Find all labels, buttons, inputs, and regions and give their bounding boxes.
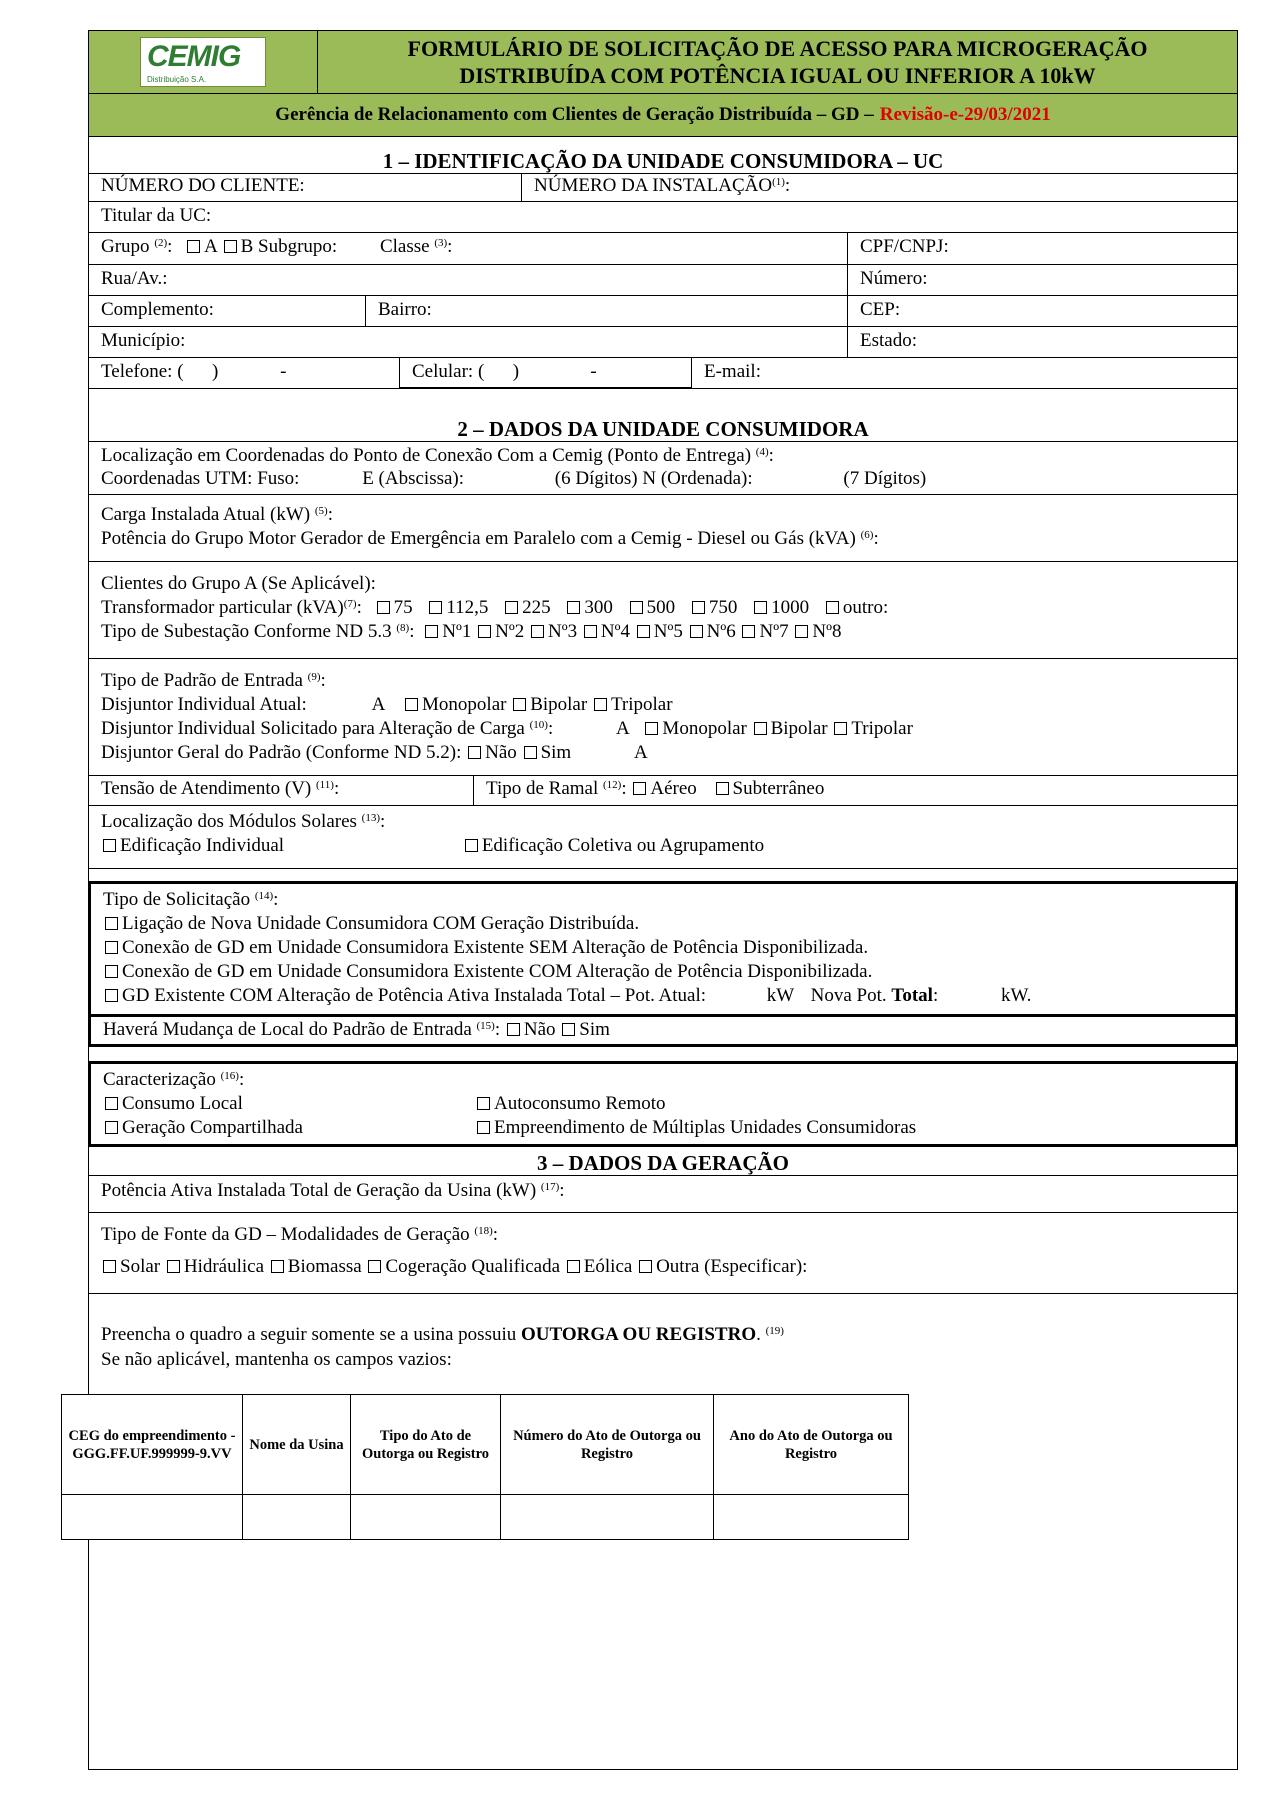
installation-number-field[interactable] xyxy=(521,174,1237,201)
northing-field[interactable]: (6 Dígitos) N (Ordenada): xyxy=(554,468,753,489)
plant-name-input-cell[interactable] xyxy=(243,1495,351,1540)
substation-2-label: Nº2 xyxy=(495,621,525,642)
substation-6-checkbox[interactable] xyxy=(690,625,703,638)
main-breaker-label: Disjuntor Geral do Padrão (Conforme ND 5.2): xyxy=(101,742,462,763)
transformer-colon: : xyxy=(356,597,362,618)
main-breaker-no-checkbox[interactable] xyxy=(468,746,481,759)
gd-power-change-label: GD Existente COM Alteração de Potência Ativa Instalada Total – Pot. Atual: xyxy=(122,985,707,1006)
shared-generation-label: Geração Compartilhada xyxy=(122,1117,303,1138)
section-3-title: 3 – DADOS DA GERAÇÃO xyxy=(89,1147,1237,1176)
group-a-block xyxy=(89,562,1237,659)
substation-8-label: Nº8 xyxy=(812,621,842,642)
gd-without-change-checkbox[interactable] xyxy=(105,941,118,954)
row-group xyxy=(89,233,1237,265)
main-breaker-no-label: Não xyxy=(485,742,517,763)
relocation-yes-checkbox[interactable] xyxy=(562,1023,575,1036)
neighborhood-field[interactable]: Bairro: xyxy=(365,296,847,326)
city-field[interactable]: Município: xyxy=(101,330,186,351)
footnote-3: (3) xyxy=(434,237,448,249)
footnote-16: (16) xyxy=(220,1070,239,1082)
generation-power-colon: : xyxy=(559,1180,565,1201)
requested-tripolar-checkbox[interactable] xyxy=(834,722,847,735)
installation-number-colon: : xyxy=(784,175,791,196)
current-tripolar-checkbox[interactable] xyxy=(594,698,607,711)
solar-checkbox[interactable] xyxy=(103,1260,116,1273)
transformer-300-checkbox[interactable] xyxy=(567,601,580,614)
number-field[interactable]: Número: xyxy=(847,265,1237,295)
grant-year-input-cell[interactable] xyxy=(714,1495,909,1540)
footnote-17: (17) xyxy=(540,1181,560,1193)
current-bipolar-label: Bipolar xyxy=(530,694,588,715)
transformer-750-label: 750 xyxy=(708,597,738,618)
state-field[interactable]: Estado: xyxy=(847,327,1237,357)
substation-colon: : xyxy=(409,621,415,642)
class-label: Classe xyxy=(379,236,430,257)
grant-table-header xyxy=(62,1395,909,1495)
requested-breaker-amp: A xyxy=(615,718,629,739)
transformer-112-label: 112,5 xyxy=(446,597,489,618)
transformer-500-label: 500 xyxy=(646,597,676,618)
ceg-input-cell[interactable] xyxy=(62,1495,243,1540)
logo-text: CEMIG xyxy=(147,40,241,73)
hydraulic-label: Hidráulica xyxy=(183,1256,265,1277)
row-street xyxy=(89,265,1237,296)
remote-selfconsumption-checkbox[interactable] xyxy=(477,1097,490,1110)
new-connection-checkbox[interactable] xyxy=(105,917,118,930)
local-consumption-checkbox[interactable] xyxy=(105,1097,118,1110)
biomass-label: Biomassa xyxy=(287,1256,362,1277)
requested-monopolar-label: Monopolar xyxy=(662,718,747,739)
grant-table xyxy=(61,1394,909,1540)
spacer-2 xyxy=(89,1047,1237,1061)
footnote-12: (12) xyxy=(603,779,622,791)
substation-8-checkbox[interactable] xyxy=(795,625,808,638)
source-type-label: Tipo de Fonte da GD – Modalidades de Geração xyxy=(101,1224,470,1245)
individual-building-checkbox[interactable] xyxy=(103,839,116,852)
substation-2-checkbox[interactable] xyxy=(478,625,491,638)
utm-zone-field[interactable]: Coordenadas UTM: Fuso: xyxy=(101,468,300,489)
group-b-label: B Subgrupo: xyxy=(240,236,338,257)
complement-field[interactable]: Complemento: xyxy=(101,299,214,320)
coordinates-colon: : xyxy=(768,445,774,466)
transformer-750-checkbox[interactable] xyxy=(692,601,705,614)
substation-6-label: Nº6 xyxy=(706,621,736,642)
new-power-unit: kW. xyxy=(1000,985,1032,1006)
source-type-colon: : xyxy=(492,1224,499,1245)
footnote-14: (14) xyxy=(254,890,274,902)
transformer-500-checkbox[interactable] xyxy=(630,601,643,614)
footnote-6: (6) xyxy=(860,529,874,541)
cpf-cnpj-field[interactable]: CPF/CNPJ: xyxy=(847,233,1237,264)
collective-building-checkbox[interactable] xyxy=(465,839,478,852)
new-power-label: Nova Pot. xyxy=(810,985,887,1006)
subheader-text: Gerência de Relacionamento com Clientes de Geração Distribuída – GD – xyxy=(275,104,874,125)
solar-modules-label: Localização dos Módulos Solares xyxy=(101,811,357,832)
header-plant-name: Nome da Usina xyxy=(243,1395,351,1495)
footnote-10: (10) xyxy=(529,719,548,731)
current-monopolar-checkbox[interactable] xyxy=(405,698,418,711)
easting-field[interactable]: E (Abscissa): xyxy=(362,468,465,489)
footnote-9: (9) xyxy=(307,671,321,683)
wind-checkbox[interactable] xyxy=(567,1260,580,1273)
branch-type-label: Tipo de Ramal xyxy=(486,778,599,799)
subheader xyxy=(89,94,1237,137)
footnote-18: (18) xyxy=(474,1225,493,1237)
entry-pattern-block xyxy=(89,659,1237,776)
entry-relocation-block xyxy=(91,1017,1235,1044)
gd-power-change-checkbox[interactable] xyxy=(105,989,118,1002)
transformer-112-checkbox[interactable] xyxy=(429,601,442,614)
transformer-300-label: 300 xyxy=(584,597,613,618)
client-number-field[interactable]: NÚMERO DO CLIENTE: xyxy=(101,175,305,196)
spacer-1 xyxy=(89,869,1237,881)
branch-type-colon: : xyxy=(621,778,627,799)
class-colon: : xyxy=(447,236,453,257)
current-tripolar-label: Tripolar xyxy=(610,694,673,715)
requested-bipolar-checkbox[interactable] xyxy=(754,722,767,735)
installed-load-field[interactable]: Carga Instalada Atual (kW) xyxy=(101,504,311,525)
row-client-numbers xyxy=(89,174,1237,202)
generation-power-block xyxy=(89,1176,1237,1213)
relocation-no-checkbox[interactable] xyxy=(507,1023,520,1036)
grant-note-line-2: Se não aplicável, mantenha os campos vazios: xyxy=(101,1349,452,1370)
request-type-label: Tipo de Solicitação xyxy=(103,889,251,910)
grant-note-text: Preencha o quadro a seguir somente se a usina possuiu xyxy=(101,1324,517,1345)
substation-7-label: Nº7 xyxy=(759,621,789,642)
requested-bipolar-label: Bipolar xyxy=(770,718,828,739)
form-header xyxy=(89,31,1237,94)
substation-4-label: Nº4 xyxy=(600,621,630,642)
characterization-box xyxy=(88,1061,1238,1147)
gd-without-change-label: Conexão de GD em Unidade Consumidora Existente SEM Alteração de Potência Disponibilizada. xyxy=(122,937,869,958)
generator-power-field[interactable]: Potência do Grupo Motor Gerador de Emergência em Paralelo com a Cemig - Diesel ou Gás (kVA) xyxy=(101,528,856,549)
request-type-box xyxy=(88,881,1238,1047)
relocation-yes-label: Sim xyxy=(579,1019,610,1040)
entry-pattern-colon: : xyxy=(320,670,326,691)
footnote-19: (19) xyxy=(765,1325,784,1337)
substation-7-checkbox[interactable] xyxy=(742,625,755,638)
cep-field[interactable]: CEP: xyxy=(847,296,1237,326)
request-type-colon: : xyxy=(273,889,279,910)
cemig-logo xyxy=(140,37,266,87)
main-breaker-yes-checkbox[interactable] xyxy=(524,746,537,759)
phone-field[interactable]: Telefone: ( ) - xyxy=(101,361,287,382)
aerial-checkbox[interactable] xyxy=(633,782,646,795)
entry-pattern-label: Tipo de Padrão de Entrada xyxy=(101,670,303,691)
transformer-75-checkbox[interactable] xyxy=(377,601,390,614)
substation-5-checkbox[interactable] xyxy=(637,625,650,638)
substation-5-label: Nº5 xyxy=(653,621,683,642)
voltage-colon: : xyxy=(333,778,340,799)
installation-number-label: NÚMERO DA INSTALAÇÃO xyxy=(534,175,773,196)
form-title xyxy=(318,31,1237,93)
current-monopolar-label: Monopolar xyxy=(422,694,507,715)
individual-building-label: Edificação Individual xyxy=(120,835,285,856)
transformer-75-label: 75 xyxy=(393,597,413,618)
current-power-unit: kW xyxy=(766,985,794,1006)
section-2-title: 2 – DADOS DA UNIDADE CONSUMIDORA xyxy=(89,388,1237,442)
transformer-label: Transformador particular (kVA) xyxy=(101,597,344,618)
footnote-7: (7) xyxy=(343,598,357,610)
uc-holder-field[interactable]: Titular da UC: xyxy=(101,205,212,226)
coordinates-label: Localização em Coordenadas do Ponto de Conexão Com a Cemig (Ponto de Entrega) xyxy=(101,445,752,466)
collective-building-label: Edificação Coletiva ou Agrupamento xyxy=(481,835,765,856)
characterization-label: Caracterização xyxy=(103,1069,216,1090)
footnote-13: (13) xyxy=(361,812,380,824)
multiple-units-label: Empreendimento de Múltiplas Unidades Consumidoras xyxy=(494,1117,917,1138)
cogeneration-checkbox[interactable] xyxy=(368,1260,381,1273)
group-label: Grupo xyxy=(101,236,150,257)
relocation-no-label: Não xyxy=(523,1019,556,1040)
requested-breaker-label: Disjuntor Individual Solicitado para Alteração de Carga xyxy=(101,718,525,739)
header-grant-number: Número do Ato de Outorga ou Registro xyxy=(501,1395,714,1495)
transformer-1000-label: 1000 xyxy=(771,597,810,618)
group-a-checkbox[interactable] xyxy=(187,240,200,253)
solar-label: Solar xyxy=(120,1256,161,1277)
footnote-2: (2) xyxy=(154,237,168,249)
voltage-label: Tensão de Atendimento (V) xyxy=(101,778,312,799)
aerial-label: Aéreo xyxy=(650,778,697,799)
group-class-field xyxy=(89,233,847,264)
row-holder xyxy=(89,202,1237,233)
other-source-checkbox[interactable] xyxy=(639,1260,652,1273)
grant-table-row xyxy=(62,1495,909,1540)
substation-1-label: Nº1 xyxy=(442,621,472,642)
entry-relocation-label: Haverá Mudança de Local do Padrão de Entrada xyxy=(103,1019,472,1040)
group-b-checkbox[interactable] xyxy=(224,240,237,253)
group-colon: : xyxy=(167,236,173,257)
street-field[interactable]: Rua/Av.: xyxy=(101,268,168,289)
group-a-clients-label: Clientes do Grupo A (Se Aplicável): xyxy=(101,573,376,594)
grant-type-input-cell[interactable] xyxy=(351,1495,501,1540)
logo-cell xyxy=(89,31,318,93)
underground-checkbox[interactable] xyxy=(716,782,729,795)
seven-digits-label: (7 Dígitos) xyxy=(843,468,927,489)
shared-generation-checkbox[interactable] xyxy=(105,1121,118,1134)
grant-note-dot: . xyxy=(756,1324,761,1345)
requested-tripolar-label: Tripolar xyxy=(851,718,913,739)
title-line-2: DISTRIBUÍDA COM POTÊNCIA IGUAL OU INFERIOR A 10kW xyxy=(459,63,1096,88)
remote-selfconsumption-label: Autoconsumo Remoto xyxy=(494,1093,666,1114)
substation-3-checkbox[interactable] xyxy=(531,625,544,638)
characterization-colon: : xyxy=(238,1069,245,1090)
footnote-8: (8) xyxy=(396,622,410,634)
branch-type-field xyxy=(473,776,1237,805)
cogeneration-label: Cogeração Qualificada xyxy=(385,1256,561,1277)
current-breaker-amp: A xyxy=(371,694,385,715)
substation-1-checkbox[interactable] xyxy=(425,625,438,638)
grant-note-bold: OUTORGA OU REGISTRO xyxy=(521,1324,757,1345)
email-field[interactable]: E-mail: xyxy=(691,358,1237,388)
solar-modules-block xyxy=(89,806,1237,869)
grant-note xyxy=(89,1294,1237,1372)
hydraulic-checkbox[interactable] xyxy=(167,1260,180,1273)
row-voltage xyxy=(89,776,1237,806)
substation-4-checkbox[interactable] xyxy=(584,625,597,638)
source-type-block xyxy=(89,1213,1237,1294)
new-connection-label: Ligação de Nova Unidade Consumidora COM Geração Distribuída. xyxy=(122,913,640,934)
current-breaker-label: Disjuntor Individual Atual: xyxy=(101,694,307,715)
header-grant-year: Ano do Ato de Outorga ou Registro xyxy=(714,1395,909,1495)
group-a-label: A xyxy=(204,236,217,257)
footnote-1: (1) xyxy=(772,176,785,188)
other-source-label: Outra (Especificar): xyxy=(656,1256,808,1277)
new-power-total-label: Total xyxy=(891,985,933,1006)
transformer-other-label: outro: xyxy=(842,597,889,618)
new-power-colon: : xyxy=(932,985,939,1006)
voltage-field[interactable] xyxy=(89,776,473,805)
request-type-block xyxy=(91,884,1235,1017)
solar-modules-colon: : xyxy=(379,811,386,832)
transformer-other-checkbox[interactable] xyxy=(826,601,839,614)
main-breaker-yes-label: Sim xyxy=(540,742,572,763)
requested-breaker-colon: : xyxy=(547,718,554,739)
installed-load-colon: : xyxy=(327,504,333,525)
gd-with-change-label: Conexão de GD em Unidade Consumidora Existente COM Alteração de Potência Disponibilizada. xyxy=(122,961,873,982)
underground-label: Subterrâneo xyxy=(732,778,825,799)
header-ceg: CEG do empreendimento - GGG.FF.UF.999999-9.VV xyxy=(62,1395,243,1495)
requested-monopolar-checkbox[interactable] xyxy=(645,722,658,735)
local-consumption-label: Consumo Local xyxy=(122,1093,243,1114)
row-contact xyxy=(89,358,1237,388)
substation-label: Tipo de Subestação Conforme ND 5.3 xyxy=(101,621,392,642)
revision-label: Revisão-e-29/03/2021 xyxy=(879,104,1051,125)
title-line-1: FORMULÁRIO DE SOLICITAÇÃO DE ACESSO PARA MICROGERAÇÃO xyxy=(407,36,1148,61)
row-city xyxy=(89,327,1237,358)
coordinates-block xyxy=(89,442,1237,495)
footnote-5: (5) xyxy=(314,505,328,517)
section-1-title: 1 – IDENTIFICAÇÃO DA UNIDADE CONSUMIDORA – UC xyxy=(89,137,1237,174)
generation-power-field[interactable]: Potência Ativa Instalada Total de Geração da Usina (kW) xyxy=(101,1180,537,1201)
header-grant-type: Tipo do Ato de Outorga ou Registro xyxy=(351,1395,501,1495)
gd-with-change-checkbox[interactable] xyxy=(105,965,118,978)
grant-number-input-cell[interactable] xyxy=(501,1495,714,1540)
multiple-units-checkbox[interactable] xyxy=(477,1121,490,1134)
mobile-field[interactable]: Celular: ( ) - xyxy=(399,358,691,388)
generator-power-colon: : xyxy=(873,528,879,549)
current-bipolar-checkbox[interactable] xyxy=(513,698,526,711)
entry-relocation-colon: : xyxy=(494,1019,501,1040)
footnote-11: (11) xyxy=(316,779,334,791)
transformer-225-checkbox[interactable] xyxy=(505,601,518,614)
substation-3-label: Nº3 xyxy=(547,621,578,642)
load-block xyxy=(89,495,1237,562)
footnote-4: (4) xyxy=(755,446,769,458)
wind-label: Eólica xyxy=(583,1256,633,1277)
transformer-1000-checkbox[interactable] xyxy=(754,601,767,614)
footnote-15: (15) xyxy=(476,1020,495,1032)
main-breaker-amp: A xyxy=(633,742,648,763)
logo-subtitle: Distribuição S.A. xyxy=(147,75,207,84)
transformer-225-label: 225 xyxy=(522,597,551,618)
biomass-checkbox[interactable] xyxy=(271,1260,284,1273)
row-complement xyxy=(89,296,1237,327)
